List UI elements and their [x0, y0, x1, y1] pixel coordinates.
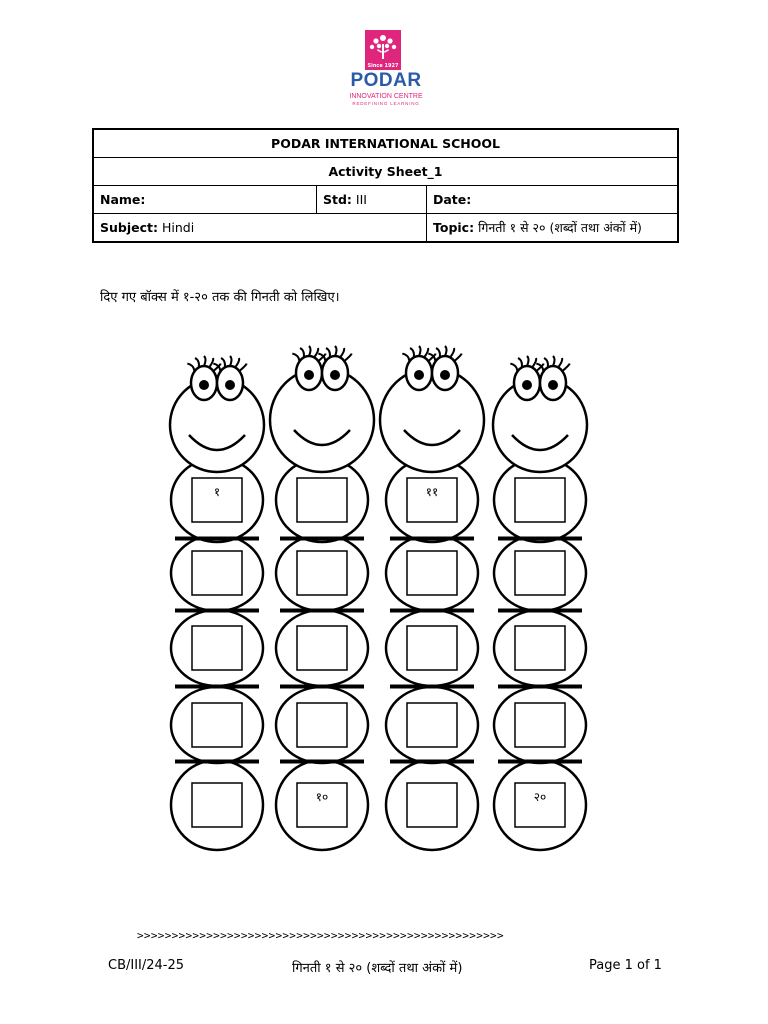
eyelash	[510, 364, 517, 371]
footer-page: Page 1 of 1	[589, 958, 662, 973]
eyelash	[563, 364, 570, 371]
eyelash	[240, 364, 247, 371]
answer-box[interactable]	[192, 626, 242, 670]
footer-title: गिनती १ से २० (शब्दों तथा अंकों में)	[292, 961, 463, 976]
eyelash	[300, 348, 304, 357]
eyelash	[235, 358, 239, 367]
logo-tagline: REDEFINING LEARNING	[352, 101, 420, 106]
eyelash	[221, 358, 225, 367]
eyelash	[187, 364, 194, 371]
eyelash	[455, 354, 462, 361]
answer-box[interactable]	[192, 783, 242, 827]
subject-label: Subject:	[100, 220, 158, 235]
answer-box[interactable]	[192, 551, 242, 595]
pupil	[414, 370, 424, 380]
eyelash	[518, 358, 522, 367]
answer-box[interactable]	[515, 703, 565, 747]
eyelash	[314, 348, 318, 357]
eyelash	[532, 358, 536, 367]
answer-box[interactable]	[192, 703, 242, 747]
eyelash	[230, 356, 232, 366]
eyelash	[326, 348, 330, 357]
eyelash	[292, 354, 299, 361]
eyelash	[450, 348, 454, 357]
answer-box-number: १०	[315, 790, 329, 804]
eyelash	[402, 354, 409, 361]
pupil	[304, 370, 314, 380]
pupil	[199, 380, 209, 390]
caterpillar-head	[380, 368, 484, 472]
pupil	[225, 380, 235, 390]
school-name: PODAR INTERNATIONAL SCHOOL	[93, 129, 678, 158]
footer-code: CB/III/24-25	[108, 958, 185, 973]
answer-box-number: १	[213, 485, 221, 499]
eyelash	[424, 348, 428, 357]
caterpillar-head	[270, 368, 374, 472]
answer-box[interactable]	[407, 703, 457, 747]
caterpillar-head	[170, 378, 264, 472]
answer-box[interactable]	[407, 551, 457, 595]
std-value: III	[351, 192, 367, 207]
eyelash	[209, 358, 213, 367]
topic-label: Topic:	[433, 220, 475, 235]
answer-box-number: ११	[425, 485, 439, 499]
answer-box[interactable]	[297, 703, 347, 747]
eyelash	[195, 358, 199, 367]
eyelash	[445, 346, 447, 356]
instruction: दिए गए बॉक्स में १-२० तक की गिनती को लिखिए।	[100, 290, 340, 305]
eyelash	[335, 346, 337, 356]
answer-box[interactable]	[515, 551, 565, 595]
answer-box[interactable]	[515, 478, 565, 522]
caterpillar-head	[493, 378, 587, 472]
logo-brand: PODAR	[350, 70, 422, 91]
name-label: Name:	[100, 192, 146, 207]
pupil	[548, 380, 558, 390]
caterpillar-group	[170, 346, 587, 850]
answer-box[interactable]	[407, 783, 457, 827]
logo-subtitle: INNOVATION CENTRE	[349, 93, 423, 100]
answer-box[interactable]	[297, 626, 347, 670]
pupil	[330, 370, 340, 380]
pupil	[522, 380, 532, 390]
sheet-title: Activity Sheet_1	[93, 158, 678, 186]
eyelash	[527, 356, 529, 366]
eyelash	[410, 348, 414, 357]
answer-box-number: २०	[533, 790, 547, 804]
answer-box[interactable]	[297, 551, 347, 595]
eyelash	[544, 358, 548, 367]
std-label: Std:	[323, 192, 352, 207]
eyelash	[309, 346, 311, 356]
eyelash	[436, 348, 440, 357]
eyelash	[345, 354, 352, 361]
subject-value: Hindi	[158, 220, 195, 235]
pupil	[440, 370, 450, 380]
eyelash	[340, 348, 344, 357]
date-label: Date:	[433, 192, 472, 207]
footer-ruler: >>>>>>>>>>>>>>>>>>>>>>>>>>>>>>>>>>>>>>>>>>>>>>>>>>>>>	[137, 929, 504, 942]
eyelash	[558, 358, 562, 367]
logo-since: Since 1927	[367, 63, 399, 69]
answer-box[interactable]	[407, 626, 457, 670]
answer-box[interactable]	[515, 626, 565, 670]
topic-value: गिनती १ से २० (शब्दों तथा अंकों में)	[474, 220, 642, 235]
eyelash	[419, 346, 421, 356]
answer-box[interactable]	[297, 478, 347, 522]
eyelash	[553, 356, 555, 366]
eyelash	[204, 356, 206, 366]
